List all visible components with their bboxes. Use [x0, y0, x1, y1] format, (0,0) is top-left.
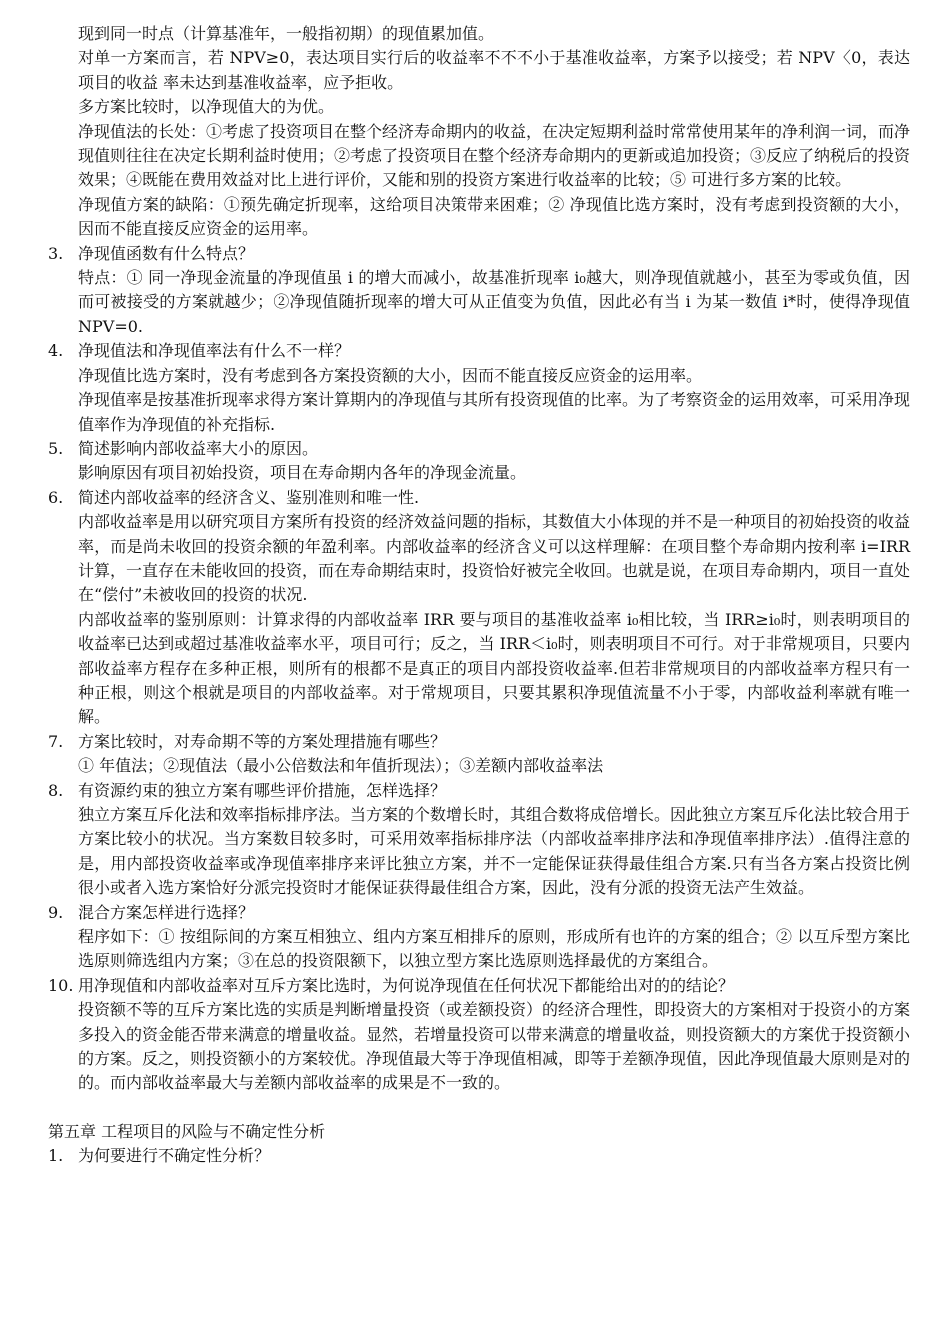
question-8: [48, 779, 910, 803]
question-title: 净现值法和净现值率法有什么不一样？: [78, 341, 351, 361]
question-title: 方案比较时，对寿命期不等的方案处理措施有哪些？: [78, 731, 447, 751]
question-3: [48, 242, 910, 266]
question-number: 5.: [48, 438, 64, 458]
paragraph: 净现值法的长处：①考虑了投资项目在整个经济寿命期内的收益，在决定短期利益时常常使用某年的净利润一词，而净现值则往往在决定长期利益时使用；②考虑了投资项目在整个经济寿命期内的更新或追加投资；③反应了纳税后的投资效果；④既能在费用效益对比上进行评价，又能和别的投资方案进行收益率的比较；⑤ 可进行多方案的比较。: [78, 121, 911, 190]
question-9: [48, 901, 910, 925]
question-title: 净现值函数有什么特点？: [78, 243, 255, 263]
answer-paragraph: 特点：① 同一净现金流量的净现值虽 i 的增大而减小，故基准折现率 i₀越大，则净现值就越小，甚至为零或负值，因而可被接受的方案就越少；②净现值随折现率的增大可从正值变为负值，因此必有当 i 为某一数值 i*时，使得净现值 NPV=0.: [78, 268, 910, 336]
question-4: [48, 339, 910, 363]
chapter-question-1: [48, 1144, 910, 1168]
answer-paragraph: 内部收益率是用以研究项目方案所有投资的经济效益问题的指标，其数值大小体现的并不是一种项目的初始投资的收益率，而是尚未收回的投资余额的年盈利率。内部收益率的经济含义可以这样理解：在项目整个寿命期内按利率 i=IRR 计算，一直存在未能收回的投资，而在寿命期结束时，投资恰好被完全收回。也就是说，在项目寿命期内，项目一直处在“偿付”未被收回的投资的状况.: [78, 512, 911, 605]
answer-paragraph: 净现值比选方案时，没有考虑到各方案投资额的大小，因而不能直接反应资金的运用率。: [78, 365, 703, 385]
question-5: [48, 437, 910, 461]
paragraph: 对单一方案而言，若 NPV≥0，表达项目实行后的收益率不不不小于基准收益率，方案予以接受；若 NPV〈0，表达项目的收益 率未达到基准收益率，应予拒收。: [78, 48, 910, 92]
question-number: 1.: [48, 1146, 64, 1166]
paragraph: 净现值方案的缺陷：①预先确定折现率，这给项目决策带来困难；② 净现值比选方案时，没有考虑到投资额的大小，因而不能直接反应资金的运用率。: [78, 194, 910, 239]
chapter-heading: 第五章 工程项目的风险与不确定性分析: [48, 1121, 326, 1141]
question-title: 为何要进行不确定性分析？: [78, 1146, 271, 1166]
answer-paragraph: 独立方案互斥化法和效率指标排序法。当方案的个数增长时，其组合数将成倍增长。因此独立方案互斥化法比较合用于方案比较小的状况。当方案数目较多时，可采用效率指标排序法（内部收益率排序法和净现值率排序法）.值得注意的是，用内部投资收益率或净现值率排序来评比独立方案，并不一定能保证获得最佳组合方案.只有当各方案占投资比例很小或者入选方案恰好分派完投资时才能保证获得最佳组合方案，因此，没有分派的投资无法产生效益。: [78, 805, 911, 898]
question-number: 9.: [48, 902, 64, 922]
answer-paragraph: 影响原因有项目初始投资，项目在寿命期内各年的净现金流量。: [78, 463, 527, 483]
question-title: 有资源约束的独立方案有哪些评价措施，怎样选择？: [78, 780, 447, 800]
question-number: 6.: [48, 487, 64, 507]
question-number: 4.: [48, 341, 64, 361]
question-title: 混合方案怎样进行选择？: [78, 902, 255, 922]
question-7: [48, 730, 910, 754]
question-number: 3.: [48, 243, 64, 263]
question-title: 用净现值和内部收益率对互斥方案比选时，为何说净现值在任何状况下都能给出对的的结论？: [78, 975, 735, 995]
question-number: 8.: [48, 780, 64, 800]
paragraph: 现到同一时点（计算基准年，一般指初期）的现值累加值。: [78, 24, 495, 43]
answer-paragraph: 净现值率是按基准折现率求得方案计算期内的净现值与其所有投资现值的比率。为了考察资金的运用效率，可采用净现值率作为净现值的补充指标.: [78, 390, 911, 434]
question-6: [48, 486, 910, 510]
paragraph: 多方案比较时，以净现值大的为优。: [78, 97, 335, 117]
question-title: 简述内部收益率的经济含义、鉴别准则和唯一性.: [78, 487, 420, 507]
question-10: [48, 974, 910, 998]
question-number: 10.: [48, 975, 74, 995]
answer-paragraph: ① 年值法；②现值法（最小公倍数法和年值折现法）；③差额内部收益率法: [78, 756, 604, 776]
answer-paragraph: 程序如下：① 按组际间的方案互相独立、组内方案互相排斥的原则，形成所有也许的方案的组合；② 以互斥型方案比选原则筛选组内方案；③在总的投资限额下，以独立型方案比选原则选择最优的方案组合。: [78, 927, 910, 971]
question-number: 7.: [48, 731, 64, 751]
question-title: 简述影响内部收益率大小的原因。: [78, 438, 319, 458]
answer-paragraph: 投资额不等的互斥方案比选的实质是判断增量投资（或差额投资）的经济合理性，即投资大的方案相对于投资小的方案多投入的资金能否带来满意的增量收益。显然，若增量投资可以带来满意的增量收益，则投资额大的方案优于投资额小的方案。反之，则投资额小的方案较优。净现值最大等于净现值相减，即等于差额净现值，因此净现值最大原则是对的的。而内部收益率最大与差额内部收益率的成果是不一致的。: [78, 1000, 911, 1093]
answer-paragraph: 内部收益率的鉴别原则：计算求得的内部收益率 IRR 要与项目的基准收益率 i₀相比较，当 IRR≥i₀时，则表明项目的收益率已达到或超过基准收益率水平，项目可行；反之，当 IRR＜i₀时，则表明项目不可行。对于非常规项目，只要内部收益率方程存在多种正根，则所有的根都不是真正的项目内部投资收益率.但若非常规项目的内部收益率方程只有一种正根，则这个根就是项目的内部收益率。对于常规项目，只要其累积净现值流量不小于零，内部收益利率就有唯一解。: [78, 609, 910, 727]
